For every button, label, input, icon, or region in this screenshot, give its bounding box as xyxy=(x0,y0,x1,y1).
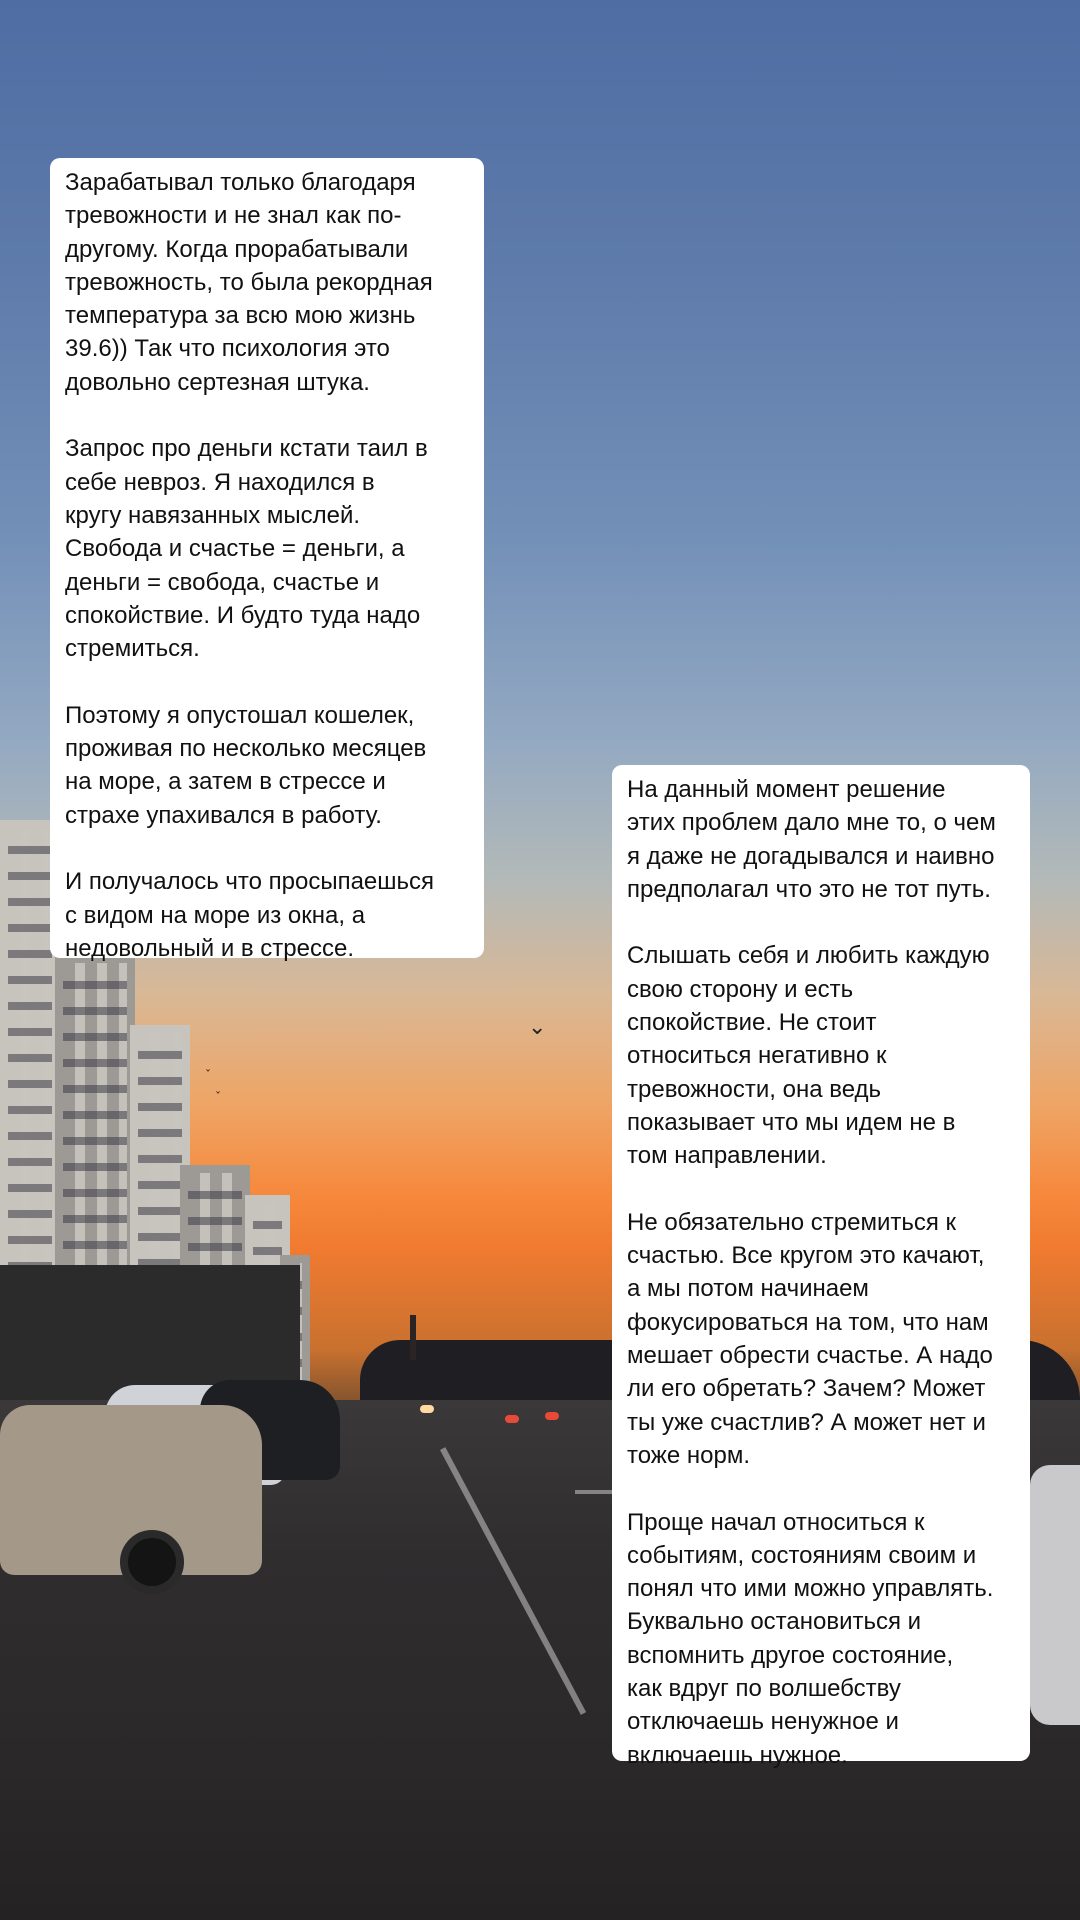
story-text-card-right: На данный момент решение этих проблем дало мне то, о чем я даже не догадывался и наивно предполагал что это не тот путь. Слышать себя и любить каждую свою сторону и есть спокойствие. Не стоит относиться негативно к тревожности, она ведь показывает что мы идем не в том направлении. Не обязательно стремиться к счастью. Все кругом это качают, а мы потом начинаем фокусироваться на том, что нам мешает обрести счастье. А надо ли его обретать? Зачем? Может ты уже счастлив? А может нет и тоже норм. Проще начал относиться к событиям, состояниям своим и понял что ими можно управлять. Буквально остановиться и вспомнить другое состояние, как вдруг по волшебству отключаешь ненужное и включаешь нужное. xyxy=(612,765,1030,1761)
road-marking xyxy=(575,1490,615,1494)
background-car-wheel xyxy=(120,1530,184,1594)
bird-icon: ⌄ xyxy=(528,1015,547,1040)
background-car xyxy=(1030,1465,1080,1725)
background-car-light xyxy=(505,1415,519,1423)
bird-icon: ˇ xyxy=(205,1068,211,1082)
background-car-light xyxy=(420,1405,434,1413)
background-car-light xyxy=(545,1412,559,1420)
story-text-card-left: Зарабатывал только благодаря тревожности и не знал как по- другому. Когда прорабатывали тревожность, то была рекордная температура за всю мою жизнь 39.6)) Так что психология это довольно сертезная штука. Запрос про деньги кстати таил в себе невроз. Я находился в кругу навязанных мыслей. Свобода и счастье = деньги, а деньги = свобода, счастье и спокойствие. И будто туда надо стремиться. Поэтому я опустошал кошелек, проживая по несколько месяцев на море, а затем в стрессе и страхе упахивался в работу. И получалось что просыпаешься с видом на море из окна, а недовольный и в стрессе. xyxy=(50,158,484,958)
background-tower xyxy=(410,1315,416,1360)
bird-icon: ˇ xyxy=(215,1090,221,1104)
